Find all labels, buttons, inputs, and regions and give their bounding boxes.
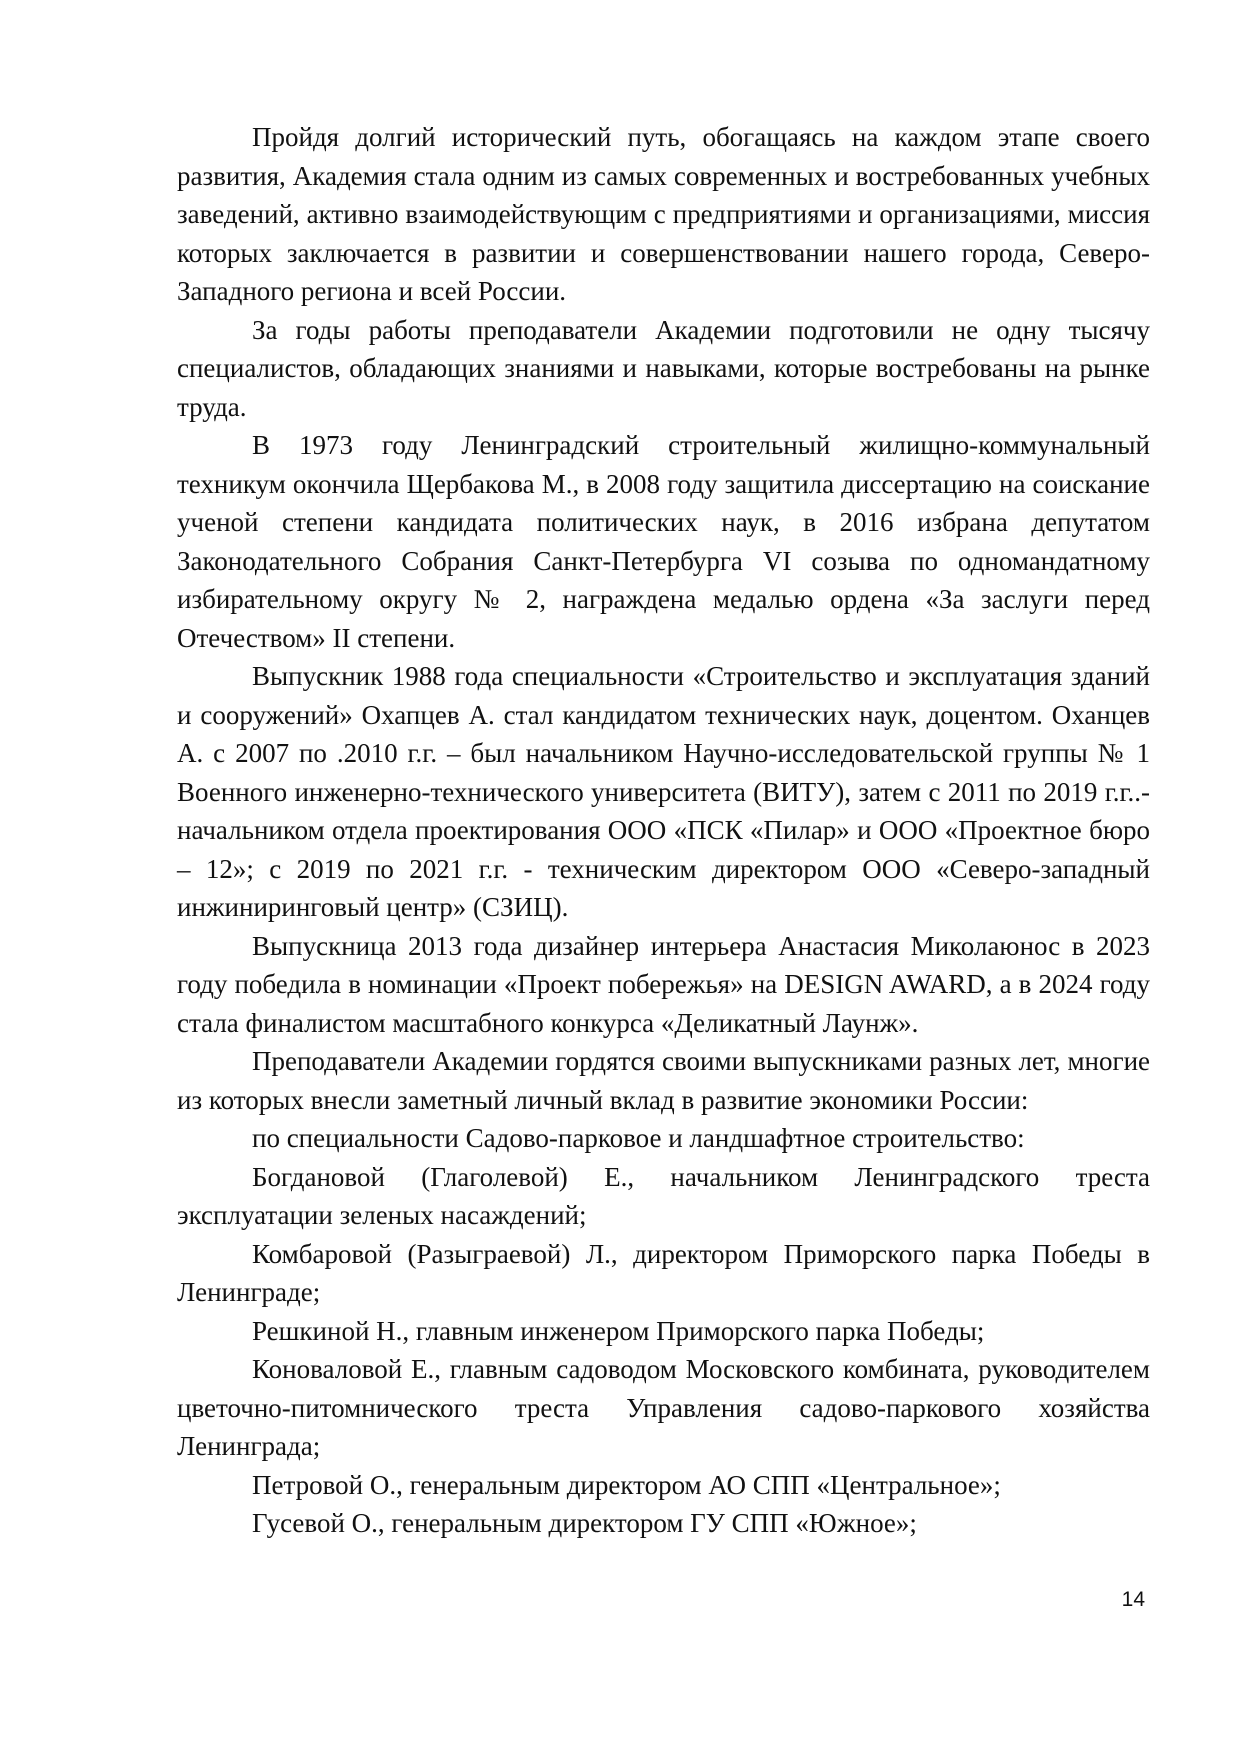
list-item-bogdanova: Богдановой (Глаголевой) Е., начальником Ленинградского треста эксплуатации зеленых насаждений;	[177, 1161, 1150, 1230]
paragraph-academy-history: Пройдя долгий исторический путь, обогащаясь на каждом этапе своего развития, Академия стала одним из самых современных и востребованных учебных заведений, активно взаимодействующим с предприятиями и организациями, миссия которых заключается в развитии и совершенствовании нашего города, Северо-Западного региона и всей России.	[177, 122, 1150, 306]
paragraph-graduates-pride: Преподаватели Академии гордятся своими выпускниками разных лет, многие из которых внесли заметный личный вклад в развитие экономики России:	[177, 1046, 1150, 1115]
list-item-reshkina: Решкиной Н., главным инженером Приморского парка Победы;	[252, 1315, 985, 1346]
list-item-guseva: Гусевой О., генеральным директором ГУ СПП «Южное»;	[252, 1508, 917, 1538]
paragraph-teachers-trained: За годы работы преподаватели Академии подготовили не одну тысячу специалистов, обладающих знаниями и навыками, которые востребованы на рынке труда.	[177, 314, 1150, 422]
list-item-konovalova: Коноваловой Е., главным садоводом Московского комбината, руководителем цветочно-питомнического треста Управления садово-паркового хозяйства Ленинграда;	[177, 1354, 1150, 1461]
list-item-kombarova: Комбаровой (Разыграевой) Л., директором Приморского парка Победы в Ленинграде;	[177, 1238, 1150, 1307]
paragraph-shcherbakova: В 1973 году Ленинградский строительный жилищно-коммунальный техникум окончила Щербакова М., в 2008 году защитила диссертацию на соискание ученой степени кандидата политических наук, в 2016 избрана депутатом Законодательного Собрания Санкт-Петербурга VI созыва по одномандатному избирательному округу № 2, награждена медалью ордена «За заслуги перед Отечеством» II степени.	[177, 430, 1150, 653]
paragraph-mikolayunos: Выпускница 2013 года дизайнер интерьера Анастасия Миколаюнос в 2023 году победила в номинации «Проект побережья» на DESIGN AWARD, а в 2024 году стала финалистом масштабного конкурса «Деликатный Лаунж».	[177, 930, 1150, 1038]
page-number: 14	[1121, 1588, 1145, 1611]
list-item-petrova: Петровой О., генеральным директором АО СПП «Центральное»;	[252, 1469, 1001, 1500]
paragraph-specialty: по специальности Садово-парковое и ландшафтное строительство:	[252, 1123, 1025, 1153]
body-text	[177, 118, 1150, 1543]
paragraph-okhaptsev: Выпускник 1988 года специальности «Строительство и эксплуатация зданий и сооружений» Охапцев А. стал кандидатом технических наук, доцентом. Оханцев А. с 2007 по .2010 г.г. – был начальником Научно-исследовательской группы № 1 Военного инженерно-технического университета (ВИТУ), затем с 2011 по 2019 г.г..- начальником отдела проектирования ООО «ПСК «Пилар» и ООО «Проектное бюро – 12»; с 2019 по 2021 г.г. - техническим директором ООО «Северо-западный инжиниринговый центр» (СЗИЦ).	[177, 661, 1150, 922]
